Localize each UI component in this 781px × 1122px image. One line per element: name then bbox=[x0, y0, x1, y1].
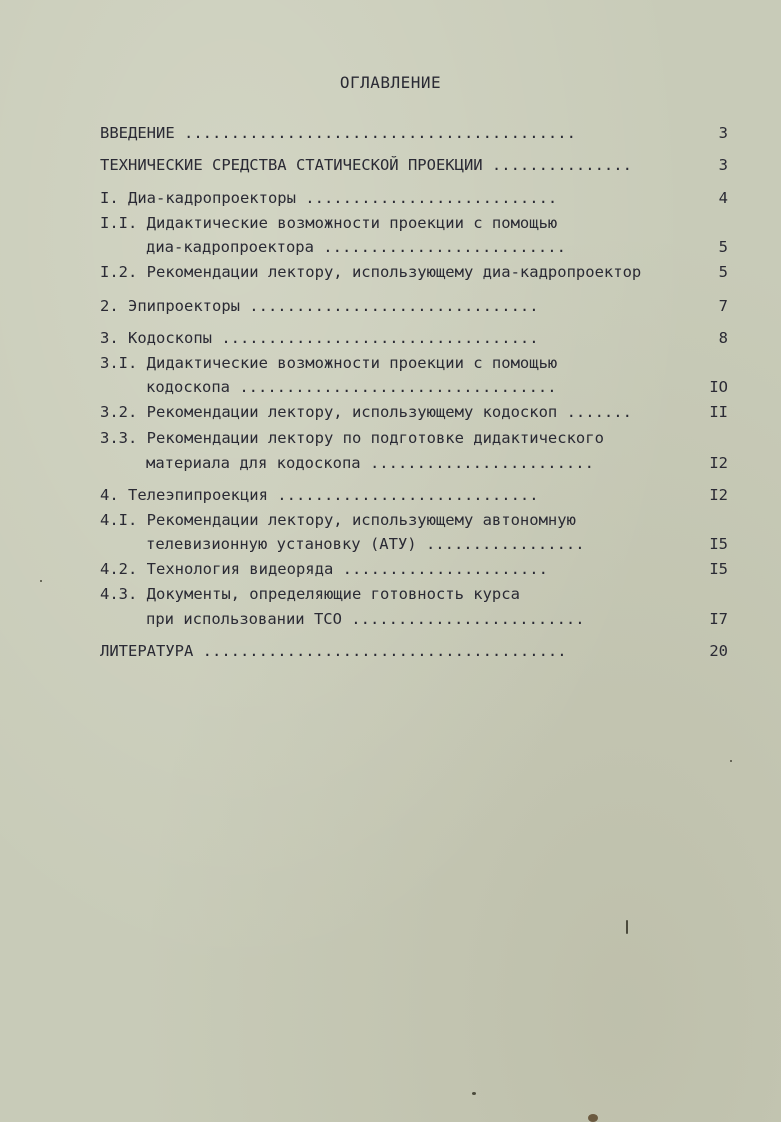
toc-page-number: I2 bbox=[709, 486, 728, 504]
paper-speck bbox=[730, 760, 732, 762]
toc-page-number: 3 bbox=[718, 156, 728, 174]
paper-speck bbox=[626, 920, 628, 934]
toc-entry-1-2: I.2. Рекомендации лектору, использующему диа-кадропроектор bbox=[100, 263, 642, 281]
toc-page-number: I2 bbox=[709, 454, 728, 472]
toc-entry-technical-means: ТЕХНИЧЕСКИЕ СРЕДСТВА СТАТИЧЕСКОЙ ПРОЕКЦИИ ............... bbox=[100, 156, 632, 174]
toc-entry-4-3-cont: при использовании ТСО ......................... bbox=[146, 610, 585, 628]
paper-speck bbox=[588, 1114, 598, 1122]
toc-page-number: 8 bbox=[718, 329, 728, 347]
paper-speck bbox=[472, 1092, 476, 1095]
toc-page-number: IO bbox=[709, 378, 728, 396]
toc-entry-3-3-cont: материала для кодоскопа ........................ bbox=[146, 454, 594, 472]
toc-entry-1: I. Диа-кадропроекторы ........................... bbox=[100, 189, 558, 207]
toc-page-number: 20 bbox=[709, 642, 728, 660]
toc-entry-3: 3. Кодоскопы .................................. bbox=[100, 329, 539, 347]
paper-speck bbox=[40, 580, 42, 582]
toc-page-number: I5 bbox=[709, 560, 728, 578]
toc-page-number: I7 bbox=[709, 610, 728, 628]
toc-entry-1-1: I.I. Дидактические возможности проекции с помощью bbox=[100, 214, 558, 232]
toc-page-number: 3 bbox=[718, 124, 728, 142]
toc-page-number: 5 bbox=[718, 238, 728, 256]
toc-page-number: II bbox=[709, 403, 728, 421]
toc-entry-1-1-cont: диа-кадропроектора .......................... bbox=[146, 238, 566, 256]
toc-entry-4-1-cont: телевизионную установку (АТУ) ................. bbox=[146, 535, 585, 553]
toc-entry-3-3: 3.3. Рекомендации лектору по подготовке дидактического bbox=[100, 429, 604, 447]
toc-entry-2: 2. Эпипроекторы ............................... bbox=[100, 297, 539, 315]
toc-entry-3-1-cont: кодоскопа .................................. bbox=[146, 378, 557, 396]
toc-entry-4-3: 4.3. Документы, определяющие готовность курса bbox=[100, 585, 520, 603]
toc-entry-4-2: 4.2. Технология видеоряда ...................... bbox=[100, 560, 548, 578]
toc-entry-4-1: 4.I. Рекомендации лектору, использующему автономную bbox=[100, 511, 576, 529]
toc-entry-3-1: 3.I. Дидактические возможности проекции с помощью bbox=[100, 354, 558, 372]
page-title: ОГЛАВЛЕНИЕ bbox=[339, 73, 442, 92]
toc-page-number: 5 bbox=[718, 263, 728, 281]
toc-page-number: I5 bbox=[709, 535, 728, 553]
toc-entry-introduction: ВВЕДЕНИЕ .......................................... bbox=[100, 124, 576, 142]
toc-entry-4: 4. Телеэпипроекция ............................ bbox=[100, 486, 539, 504]
toc-entry-literature: ЛИТЕРАТУРА ....................................... bbox=[100, 642, 567, 660]
toc-page-number: 7 bbox=[718, 297, 728, 315]
toc-page-number: 4 bbox=[718, 189, 728, 207]
toc-entry-3-2: 3.2. Рекомендации лектору, использующему кодоскоп ....... bbox=[100, 403, 632, 421]
